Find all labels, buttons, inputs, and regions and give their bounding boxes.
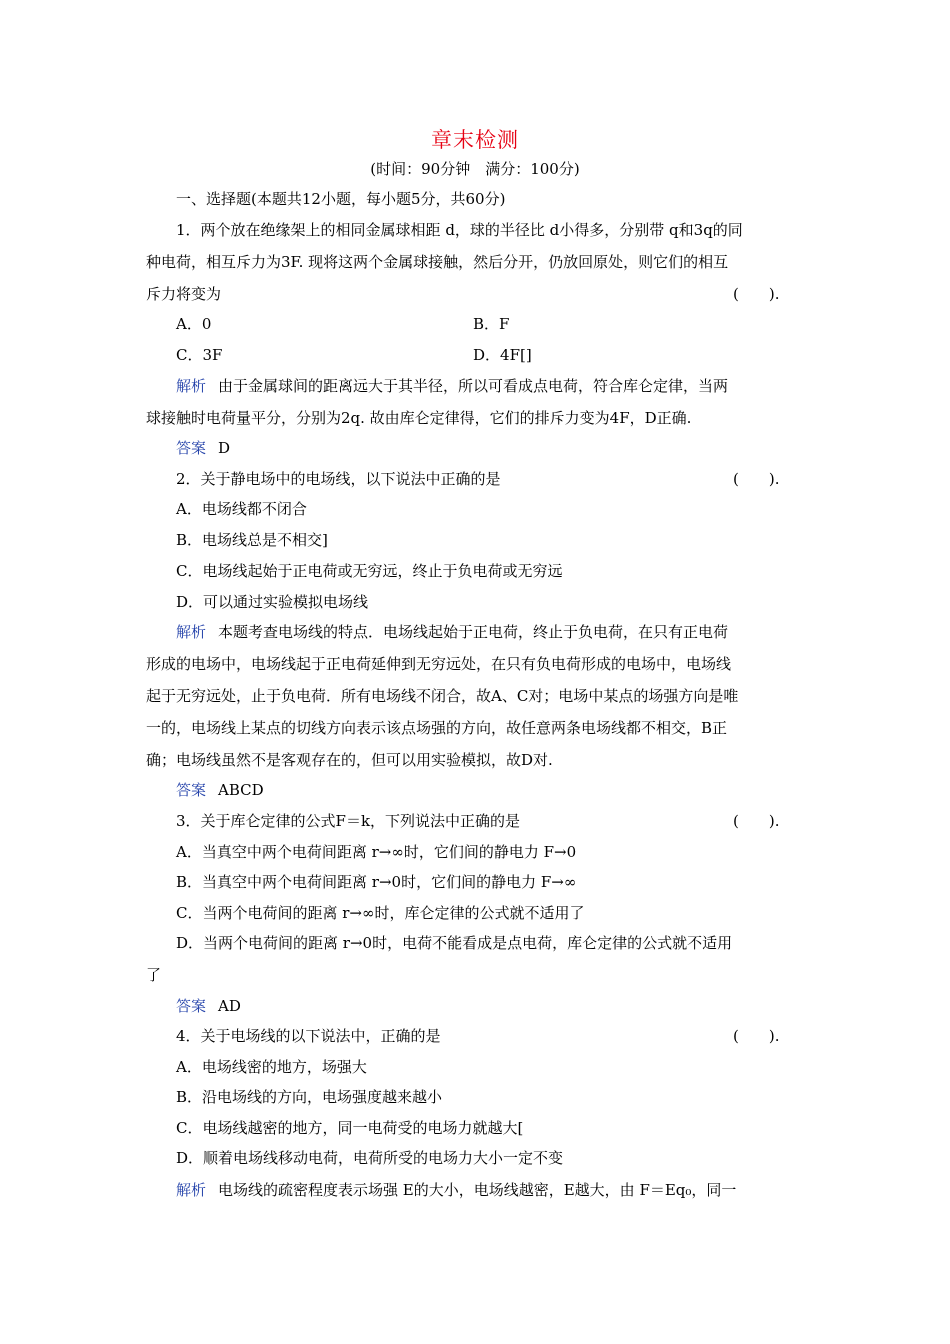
q4-option-d: D．顺着电场线移动电荷，电荷所受的电场力大小一定不变 <box>176 1149 564 1167</box>
q2-analysis-text1: 本题考查电场线的特点．电场线起始于正电荷，终止于负电荷，在只有正电荷 <box>218 623 729 641</box>
answer-label: 答案 <box>176 781 207 799</box>
q4-stem: 4．关于电场线的以下说法中，正确的是 <box>176 1027 441 1045</box>
q3-stem: 3．关于库仑定律的公式F＝k，下列说法中正确的是 <box>176 812 521 830</box>
q2-analysis-line2: 形成的电场中，电场线起于正电荷延伸到无穷远处，在只有负电荷形成的电场中，电场线 <box>146 655 732 673</box>
answer-label: 答案 <box>176 997 207 1015</box>
q1-analysis-line1 <box>176 376 728 396</box>
q4-analysis-line1 <box>176 1180 736 1200</box>
q1-analysis-line2: 球接触时电荷量平分，分别为2q. 故由库仑定律得，它们的排斥力变为4F，D正确. <box>146 409 692 427</box>
page-title: 章末检测 <box>431 128 519 152</box>
q2-answer-bracket: ( ). <box>733 470 780 488</box>
answer-label: 答案 <box>176 439 207 457</box>
q2-stem: 2．关于静电场中的电场线，以下说法中正确的是 <box>176 470 501 488</box>
q1-option-a: A．0 <box>176 315 212 333</box>
exam-info: (时间：90分钟 满分：100分) <box>370 160 580 178</box>
q4-answer-bracket: ( ). <box>733 1027 780 1045</box>
q2-option-d: D．可以通过实验模拟电场线 <box>176 593 369 611</box>
q1-analysis-text1: 由于金属球间的距离远大于其半径，所以可看成点电荷，符合库仑定律，当两 <box>218 377 729 395</box>
q2-option-a: A．电场线都不闭合 <box>176 500 307 518</box>
q3-option-b: B．当真空中两个电荷间距离 r→0时，它们间的静电力 F→∞ <box>176 873 577 891</box>
q2-analysis-line3: 起于无穷远处，止于负电荷．所有电场线不闭合，故A、C对；电场中某点的场强方向是唯 <box>146 687 739 705</box>
q4-analysis-text1: 电场线的疏密程度表示场强 E的大小，电场线越密，E越大，由 F＝Eq₀，同一 <box>218 1181 737 1199</box>
q3-answer-value: AD <box>218 997 241 1015</box>
q1-option-d: D．4F[] <box>473 346 532 364</box>
q3-option-c: C．当两个电荷间的距离 r→∞时，库仑定律的公式就不适用了 <box>176 904 585 922</box>
q3-option-d: D．当两个电荷间的距离 r→0时，电荷不能看成是点电荷，库仑定律的公式就不适用 <box>176 934 733 952</box>
q2-analysis-line1 <box>176 622 728 642</box>
q2-analysis-line4: 一的，电场线上某点的切线方向表示该点场强的方向，故任意两条电场线都不相交，B正 <box>146 719 728 737</box>
q2-answer-value: ABCD <box>218 781 264 799</box>
q1-stem-line3: 斥力将变为 <box>146 285 222 303</box>
q3-option-d-cont: 了 <box>146 966 162 984</box>
q2-analysis-line5: 确；电场线虽然不是客观存在的，但可以用实验模拟，故D对. <box>146 751 553 769</box>
q2-option-c: C．电场线起始于正电荷或无穷远，终止于负电荷或无穷远 <box>176 562 563 580</box>
analysis-label: 解析 <box>176 1181 207 1199</box>
analysis-label: 解析 <box>176 623 207 641</box>
section-heading: 一、选择题(本题共12小题，每小题5分，共60分) <box>176 190 506 208</box>
q1-answer <box>176 438 230 458</box>
q2-answer <box>176 780 264 800</box>
q3-answer <box>176 996 241 1016</box>
q1-option-c: C．3F <box>176 346 223 364</box>
q3-option-a: A．当真空中两个电荷间距离 r→∞时，它们间的静电力 F→0 <box>176 843 577 861</box>
q4-option-c: C．电场线越密的地方，同一电荷受的电场力就越大[ <box>176 1119 524 1137</box>
q3-answer-bracket: ( ). <box>733 812 780 830</box>
q1-answer-value: D <box>218 439 231 457</box>
q2-option-b: B．电场线总是不相交] <box>176 531 328 549</box>
q1-stem-line1: 1．两个放在绝缘架上的相同金属球相距 d，球的半径比 d小得多，分别带 q和3q的同 <box>176 221 743 239</box>
q1-answer-bracket: ( ). <box>733 285 780 303</box>
analysis-label: 解析 <box>176 377 207 395</box>
q4-option-a: A．电场线密的地方，场强大 <box>176 1058 367 1076</box>
q1-stem-line2: 种电荷，相互斥力为3F. 现将这两个金属球接触，然后分开，仍放回原处，则它们的相互 <box>146 253 729 271</box>
q1-option-b: B．F <box>473 315 510 333</box>
q4-option-b: B．沿电场线的方向，电场强度越来越小 <box>176 1088 443 1106</box>
